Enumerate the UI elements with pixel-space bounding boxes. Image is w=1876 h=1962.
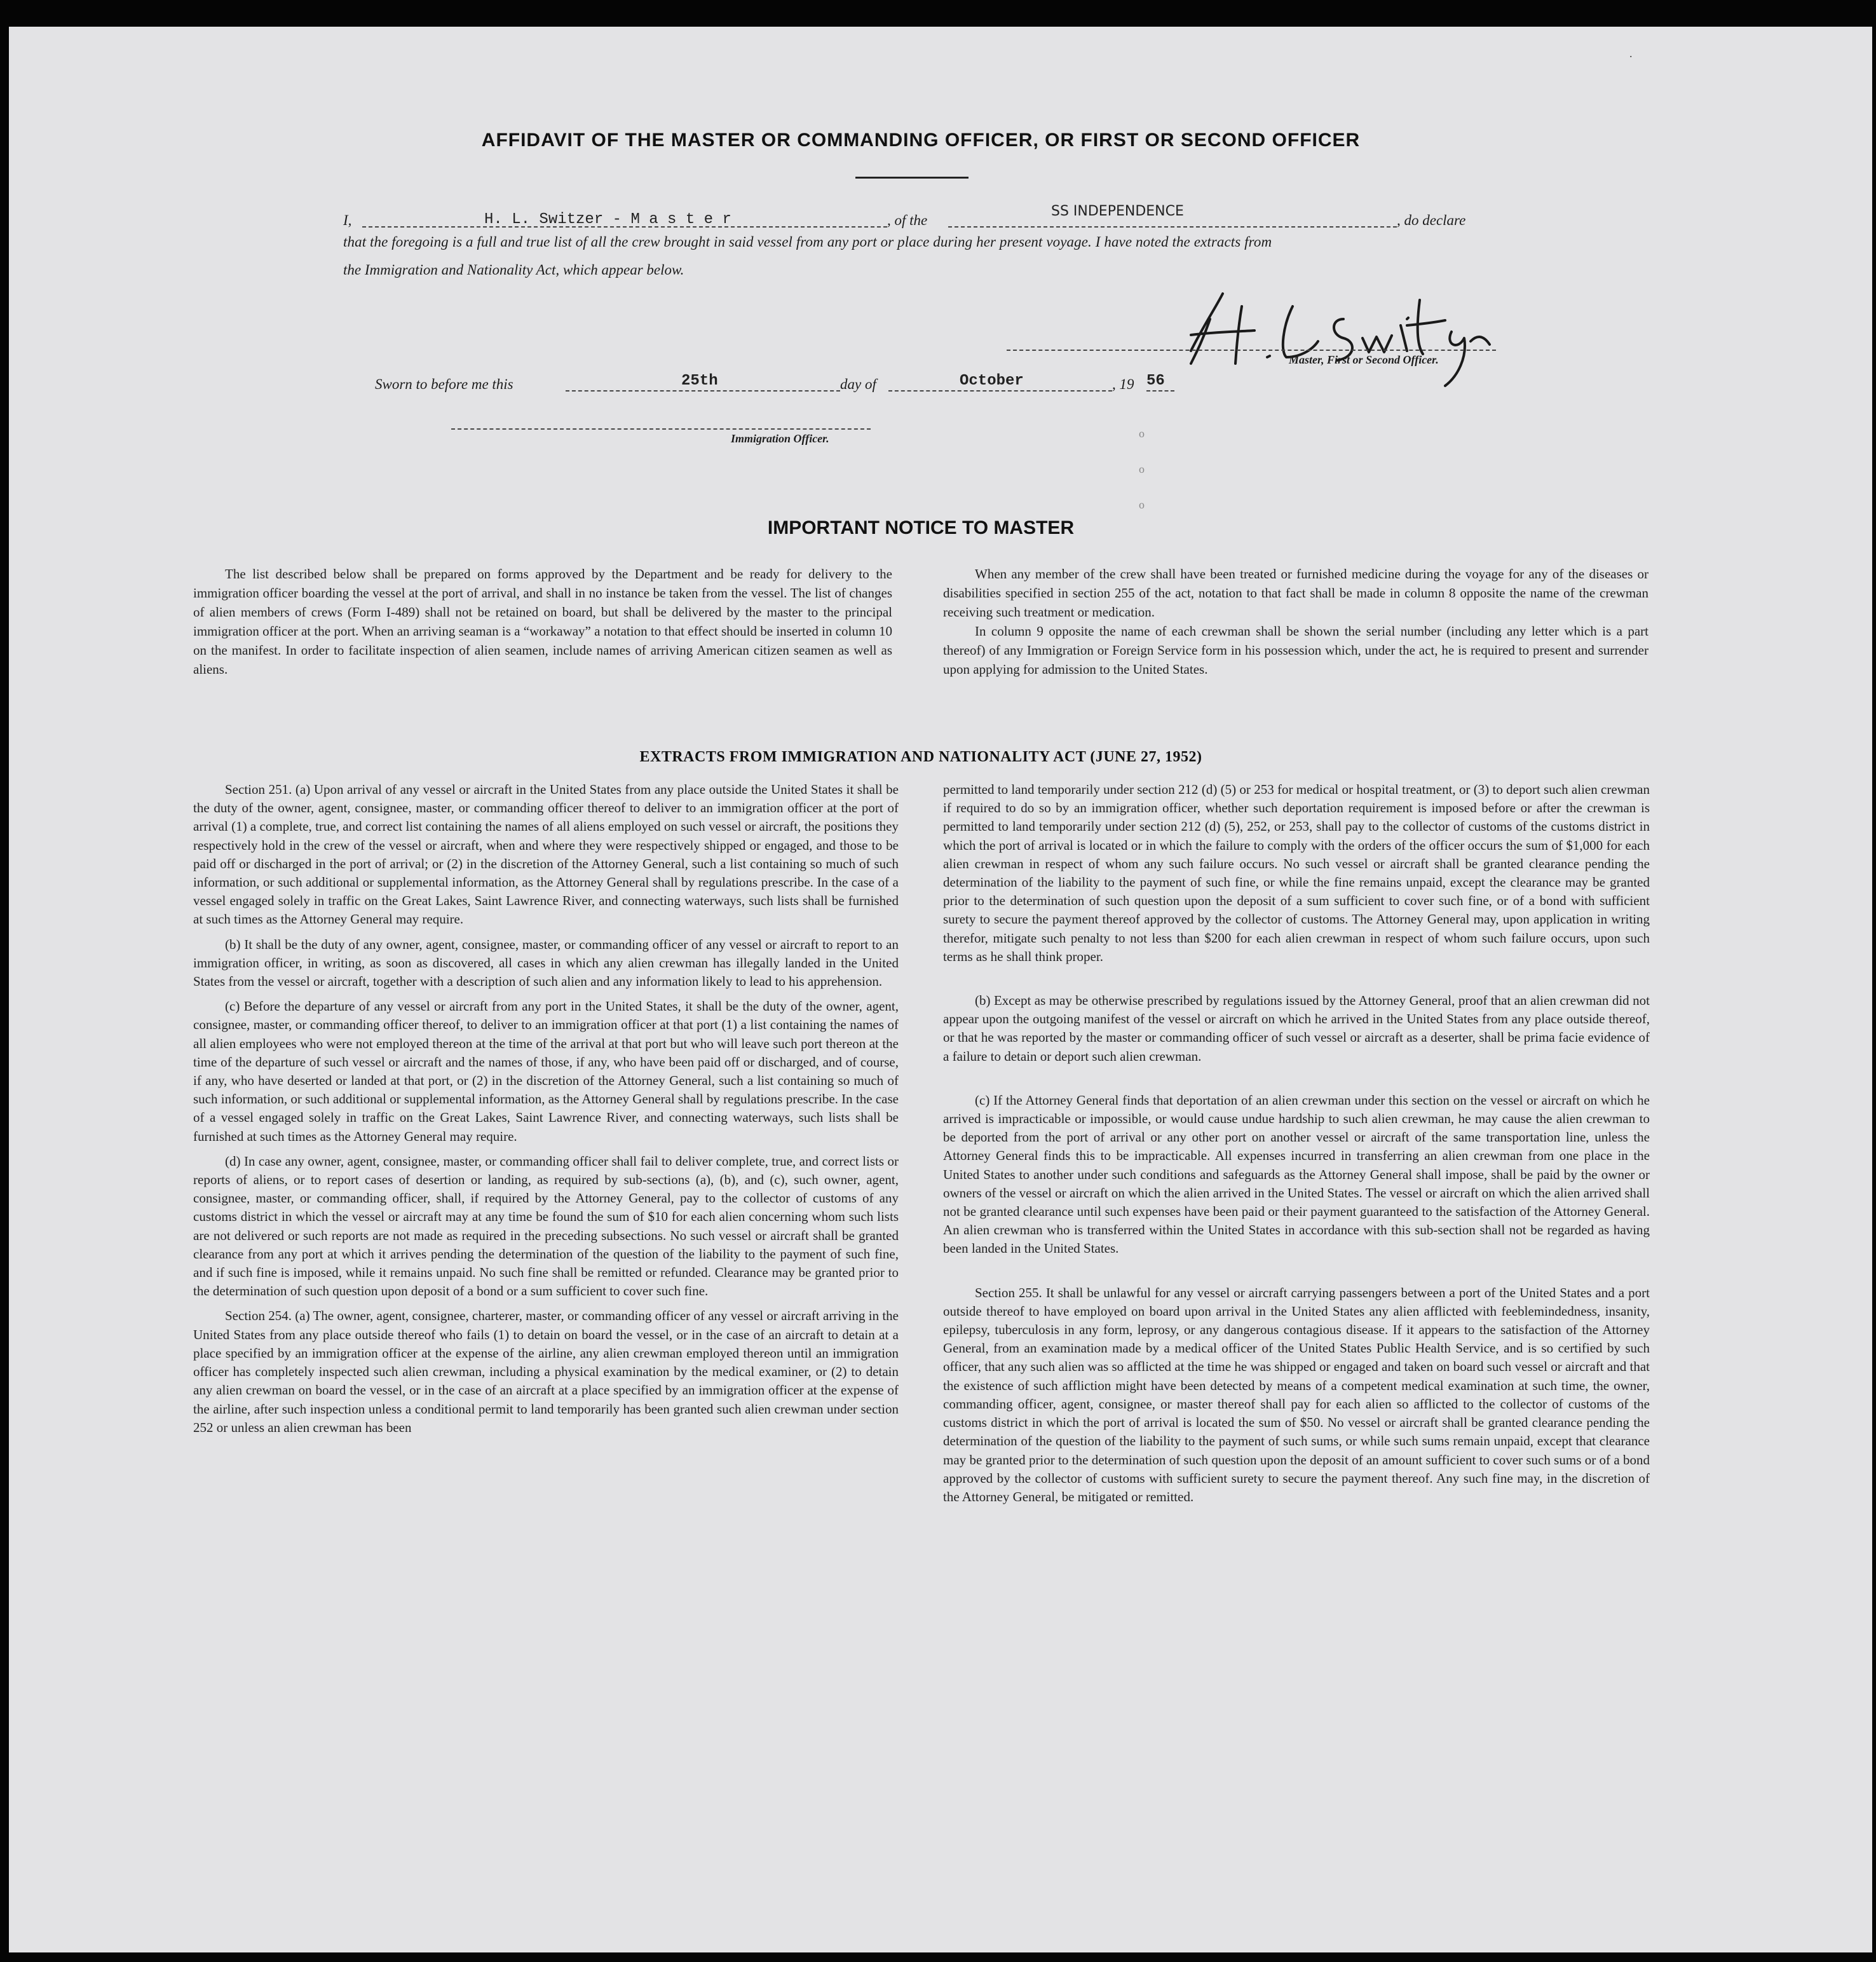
extracts-heading: EXTRACTS FROM IMMIGRATION AND NATIONALITY ACT (JUNE 27, 1952) xyxy=(639,749,1202,765)
section-254-a-continued: permitted to land temporarily under section 212 (d) (5) or 253 for medical or hospital treatment, or (3) to deport such alien crewman if required to do so by an immigration officer, whether such deportation requirement is imposed before or after the crewman is permitted to land temporarily under section 212 (d) (5), 252, or 253, shall pay to the collector of customs of the customs district in which the port of arrival is located or in which the failure to comply with the orders of the officer occurs the sum of $1,000 for each alien crewman in respect of whom any such failure occurs. No such vessel or aircraft shall be granted clearance pending the determination of the liability to the payment of such fine, or while the fine remains unpaid, except the clearance may be granted prior to the determination of such question upon the deposit of a sum sufficient to cover such fine, or of a bond with sufficient surety to secure the payment thereof approved by the collector of customs. The Attorney General may, upon application in writing therefor, mitigate such penalty to not less than $200 for each alien crewman in respect of whom such failure occurs, upon such terms as he shall think proper. xyxy=(943,782,1650,964)
year-blank xyxy=(1146,390,1174,392)
sworn-label: Sworn to before me this xyxy=(375,376,513,392)
notice-right-paragraph-1: When any member of the crew shall have been treated or furnished medicine during the voyage for any of the diseases or disabilities specified in section 255 of the act, notation to that fact shall be made in column 8 opposite the name of the crewman receiving such treatment or medication. xyxy=(943,566,1648,620)
extracts-right-column xyxy=(943,780,1650,1513)
sworn-day-blank xyxy=(566,390,840,392)
notice-right-column xyxy=(943,564,1648,679)
officer-signature-blank xyxy=(451,428,871,430)
extracts-left-column xyxy=(193,780,899,1443)
notice-left-column xyxy=(193,564,892,679)
section-254-c: (c) If the Attorney General finds that deportation of an alien crewman under this section on the vessel or aircraft on which he arrived is impracticable or impossible, or would cause undue hardship to such alien crewman, he may cause the alien crewman to be deported from the port of arrival or any other port on another vessel or aircraft of the same transportation line, unless the Attorney General finds this to be impracticable. All expenses incurred in transferring an alien crewman from one place in the United States to another under such conditions and safeguards as the Attorney General shall impose, shall be paid by the owner or owners of the vessel or aircraft on which the alien arrived in the United States. The vessel or aircraft on which the alien arrived shall not be granted clearance until such expenses have been paid or their payment guaranteed to the satisfaction of the Attorney General. An alien crewman who is transferred within the United States in accordance with this sub-section shall not be regarded as having been landed in the United States. xyxy=(943,1092,1650,1257)
affidavit-line-2: that the foregoing is a full and true list of all the crew brought in said vessel from any port or place during her present voyage. I have noted the extracts from xyxy=(343,234,1272,250)
do-declare-label: , do declare xyxy=(1397,212,1466,228)
section-251-c: (c) Before the departure of any vessel or aircraft from any port in the United States, it shall be the duty of the owner, agent, consignee, master, or commanding officer thereof, to deliver to an immigration officer at that port (1) a list containing the names of all alien employees who were not employed thereon at the time of the arrival at that port but who will leave such port thereon at the time of the departure of such vessel or aircraft and the names of those, if any, who have been paid off or discharged, and of course, if any, who have deserted or landed at that port, or (2) in the discretion of the Attorney General, such a list containing so much of such information, or such additional or supplemental information, as the Attorney General shall by regulations prescribe. In the case of a vessel engaged solely in traffic on the Great Lakes, Saint Lawrence River, and connecting waterways, such lists shall be furnished at such times as the Attorney General may require. xyxy=(193,998,899,1144)
notice-right-paragraph-2: In column 9 opposite the name of each crewman shall be shown the serial number (including any letter which is a part thereof) of any Immigration or Foreign Service form in his possession which, under the act, he is required to present and surrender upon applying for admission to the United States. xyxy=(943,623,1648,677)
document-page xyxy=(9,27,1872,1952)
sworn-month: October xyxy=(960,372,1024,390)
section-251-d: (d) In case any owner, agent, consignee, master, or commanding officer shall fail to deliver complete, true, and correct lists or reports of aliens, or to report cases of desertion or landing, as required by sub-sections (a), (b), and (c), such owner, agent, consignee, master, or commanding officer, shall, if required by the Attorney General, pay to the collector of customs of any customs district in which the vessel or aircraft may at any time be found the sum of $10 for each alien concerning whom such lists are not delivered or such reports are not made as required in the preceding subsections. No such vessel or aircraft shall be granted clearance from any port at which it arrives pending the determination of the question of the liability to the payment of such fine, and if such fine is imposed, while it remains unpaid. No such fine shall be remitted or refunded. Clearance may be granted prior to the determination of such question upon deposit of a bond or a sum sufficient to cover such fine. xyxy=(193,1153,899,1299)
sworn-day: 25th xyxy=(681,372,718,390)
sworn-month-blank xyxy=(888,390,1112,392)
notice-left-paragraph: The list described below shall be prepared on forms approved by the Department and be ready for delivery to the immigration officer boarding the vessel at the port of arrival, and shall in no instance be taken from the vessel. The list of changes of alien members of crews (Form I-489) shall not be retained on board, but shall be delivered by the master to the principal immigration officer at the port. When an arriving seaman is a “workaway” a notation to that effect should be inserted in column 10 on the manifest. In order to facilitate inspection of alien seamen, include names of arriving American citizen seamen as well as aliens. xyxy=(193,566,892,677)
vessel-name: SS INDEPENDENCE xyxy=(1051,203,1184,219)
sworn-year: 56 xyxy=(1146,372,1165,390)
section-255: Section 255. It shall be unlawful for any vessel or aircraft carrying passengers between a port of the United States and a port outside thereof to have employed on board upon arrival in the United States any alien afflicted with feeblemindedness, insanity, epilepsy, tuberculosis in any form, leprosy, or any dangerous contagious disease. If it appears to the satisfaction of the Attorney General, from an examination made by a medical officer of the United States Public Health Service, and is so certified by such officer, that any such alien was so afflicted at the time he was shipped or engaged and taken on board such vessel or aircraft and that the existence of such affliction might have been detected by means of a competent medical examination at such time, the owner, commanding officer, agent, consignee, or master thereof shall pay for each alien so afflicted to the collector of customs of the customs district in which the port of arrival is located the sum of $50. No vessel or aircraft shall be granted clearance pending the determination of the question of the liability to the payment of such sums, or while such sums remain unpaid, except that clearance may be granted prior to the determination of such question upon the deposit of an amount sufficient to cover such sums or of a bond approved by the collector of customs with sufficient surety to secure the payment thereof. Any such fine may, in the discretion of the Attorney General, be mitigated or remitted. xyxy=(943,1284,1650,1504)
master-signature xyxy=(1000,281,1496,389)
section-251-a: Section 251. (a) Upon arrival of any vessel or aircraft in the United States from any place outside the United States it shall be the duty of the owner, agent, consignee, master, or commanding officer thereof to deliver to an immigration officer at the port of arrival (1) a complete, true, and correct list containing the names of all aliens employed on such vessel or aircraft, the positions they respectively hold in the crew of the vessel or aircraft, when and where they were respectively shipped or engaged, and those to be paid off or discharged in the port of arrival; or (2) in the discretion of the Attorney General, such a list containing so much of such information, or such additional or supplemental information, as the Attorney General shall by regulations prescribe. In the case of a vessel engaged solely in traffic on the Great Lakes, Saint Lawrence River, and connecting waterways, such lists shall be furnished at such times as the Attorney General may require. xyxy=(193,782,899,927)
scan-speck: o xyxy=(1139,498,1145,511)
section-251-b: (b) It shall be the duty of any owner, agent, consignee, master, or commanding officer of any vessel or aircraft to report to an immigration officer, in writing, as soon as discovered, all cases in which any alien crewman has illegally landed in the United States from the vessel or aircraft, together with a description of such alien and any information likely to lead to his apprehension. xyxy=(193,936,899,990)
affidavit-i: I, xyxy=(343,212,352,228)
vessel-blank xyxy=(948,226,1397,228)
signature-caption: Master, First or Second Officer. xyxy=(1289,353,1439,366)
section-254-a: Section 254. (a) The owner, agent, consignee, charterer, master, or commanding officer of any vessel or aircraft arriving in the United States from any place outside thereof who fails (1) to detain on board the vessel, or in the case of an aircraft to detain at a place specified by an immigration officer at the expense of the airline, any alien crewman employed thereon until an immigration officer has completely inspected such alien crewman, including a physical examination by the medical examiner, or (2) to detain any alien crewman on board the vessel, or in the case of an aircraft at a place specified by an immigration officer at the expense of the airline, after such inspection unless a conditional permit to land temporarily has been granted such alien crewman under section 252 or unless an alien crewman has been xyxy=(193,1308,899,1435)
officer-caption: Immigration Officer. xyxy=(731,432,829,445)
notice-heading: IMPORTANT NOTICE TO MASTER xyxy=(767,517,1075,538)
scan-speck: o xyxy=(1139,463,1145,475)
title-rule xyxy=(855,177,969,179)
affidavit-line-3: the Immigration and Nationality Act, which appear below. xyxy=(343,262,684,278)
section-254-b: (b) Except as may be otherwise prescribed by regulations issued by the Attorney General, proof that an alien crewman did not appear upon the outgoing manifest of the vessel or aircraft on which he arrived in the United States from any place outside thereof, or that he was reported by the master or commanding officer of such vessel or aircraft as a deserter, shall be prima facie evidence of a failure to detain or deport such alien crewman. xyxy=(943,993,1650,1064)
scan-speck: o xyxy=(1139,427,1145,440)
of-the-label: , of the xyxy=(887,212,928,228)
day-of-label: day of xyxy=(840,376,876,392)
master-name: H. L. Switzer - M a s t e r xyxy=(484,211,731,228)
affidavit-title: AFFIDAVIT OF THE MASTER OR COMMANDING OFFICER, OR FIRST OR SECOND OFFICER xyxy=(481,130,1361,151)
scan-speck: . xyxy=(1629,47,1633,60)
signature-blank xyxy=(1007,350,1496,351)
signature-icon xyxy=(1000,281,1496,389)
year-prefix: , 19 xyxy=(1112,376,1134,392)
